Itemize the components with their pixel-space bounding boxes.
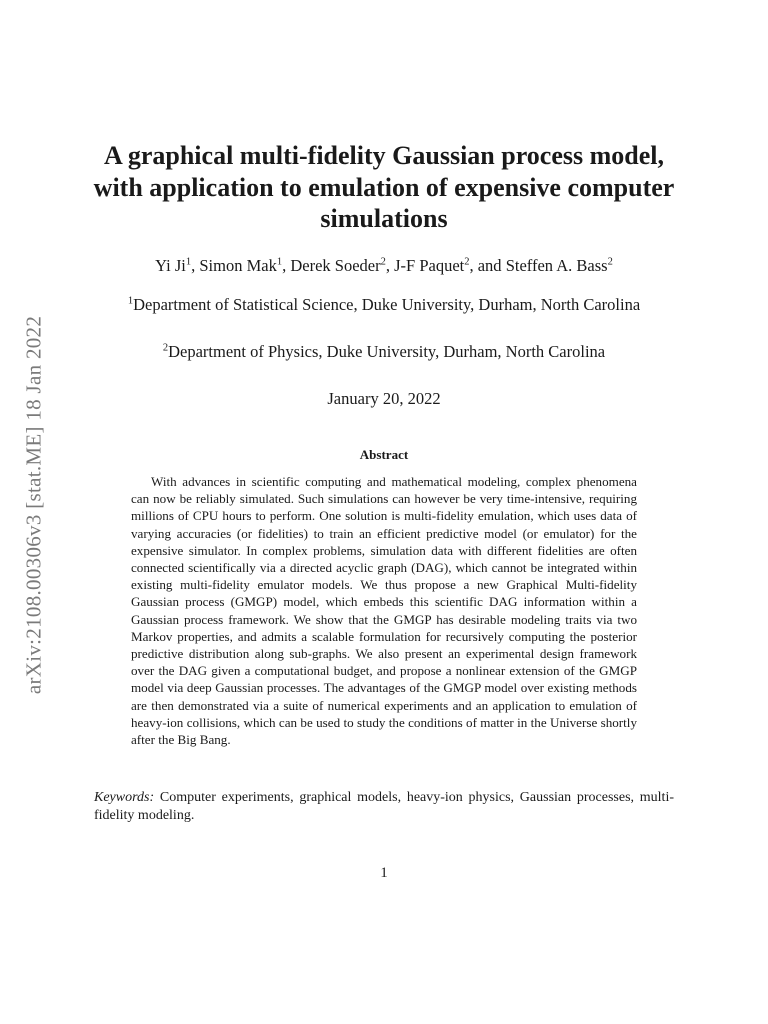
abstract-heading: Abstract — [359, 447, 409, 462]
publication-date: January 20, 2022 — [327, 389, 441, 408]
affiliation-text: Department of Statistical Science, Duke University, Durham, North Carolina — [133, 295, 641, 314]
keywords-label: Keywords: — [94, 790, 155, 805]
author-name: Simon Mak — [199, 256, 277, 275]
author-separator: , and — [469, 256, 506, 275]
affiliation-mark: 2 — [464, 256, 470, 268]
affiliation-1 — [110, 293, 658, 317]
abstract-text: With advances in scientific computing and mathematical modeling, complex phenomena can now be reliably simulated. Such simulations can however be very time-intensive, requiring millions of CPU hours to perform. One solution is multi-fidelity emulation, which uses data of varying accuracies (or fidelities) to train an efficient predictive model (or emulator) for the expensive simulator. In complex problems, simulation data with different fidelities are often connected scientifically via a directed acyclic graph (DAG), which cannot be integrated within existing multi-fidelity emulator models. We thus propose a new Graphical Multi-fidelity Gaussian process (GMGP) model, which embeds this scientific DAG information within a Gaussian process framework. We show that the GMGP has desirable modeling traits via two Markov properties, and admits a scalable formulation for recursively computing the posterior predictive distribution along sub-graphs. We also present an experimental design framework over the DAG given a computational budget, and propose a nonlinear extension of the GMGP model via deep Gaussian processes. The advantages of the GMGP model over existing methods are then demonstrated via a suite of numerical experiments and an application to emulation of heavy-ion collisions, which can be used to study the conditions of matter in the Universe shortly after the Big Bang. — [131, 474, 637, 748]
author-name: Derek Soeder — [290, 256, 381, 275]
author-list — [90, 256, 678, 276]
author-separator: , — [282, 256, 291, 275]
author-name: Yi Ji — [155, 256, 186, 275]
affiliation-mark: 1 — [276, 256, 283, 268]
affiliation-mark: 2 — [162, 342, 169, 354]
author-separator: , — [385, 256, 395, 275]
keywords — [94, 789, 674, 825]
affiliation-2 — [110, 340, 658, 364]
page-number: 1 — [380, 865, 388, 881]
arxiv-identifier: arXiv:2108.00306v3 [stat.ME] 18 Jan 2022 — [21, 315, 46, 695]
affiliation-text: Department of Physics, Duke University, Durham, North Carolina — [168, 342, 606, 361]
paper-title: A graphical multi-fidelity Gaussian process model, with application to emulation of expensive computer simulations — [93, 141, 675, 233]
author-name: J-F Paquet — [394, 256, 465, 275]
keywords-text: Computer experiments, graphical models, heavy-ion physics, Gaussian processes, multi-fidelity modeling. — [94, 790, 674, 823]
author-name: Steffen A. Bass — [505, 256, 608, 275]
affiliation-mark: 2 — [380, 256, 386, 268]
affiliation-mark: 1 — [185, 256, 192, 268]
author-separator: , — [191, 256, 200, 275]
affiliation-mark: 2 — [607, 256, 613, 268]
affiliation-mark: 1 — [127, 295, 134, 307]
